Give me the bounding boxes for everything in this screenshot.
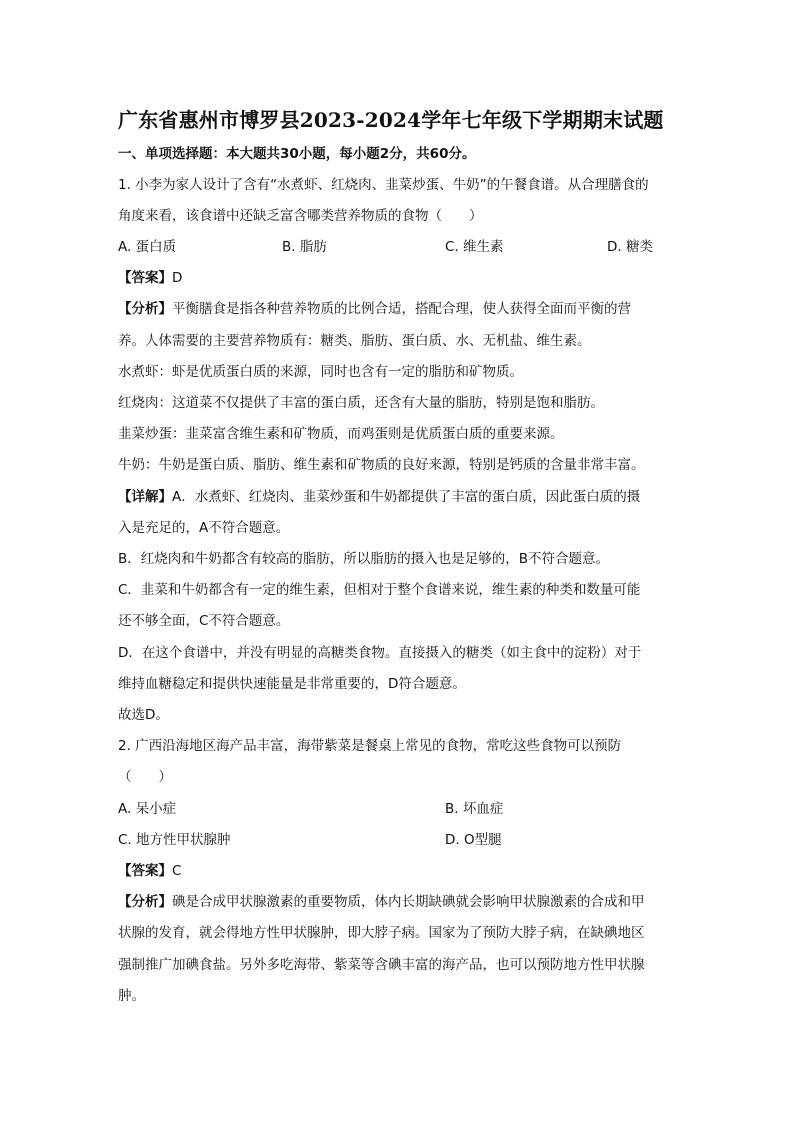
q2-analysis-line-4: 肿。: [118, 988, 145, 1004]
q2-option-b: B. 坏血症: [445, 801, 504, 817]
answer-value: D: [172, 270, 183, 286]
detail-tag: 【详解】: [118, 489, 172, 505]
q2-answer: [118, 862, 181, 880]
q1-detail-line-4: C．韭菜和牛奶都含有一定的维生素，但相对于整个食谱来说，维生素的种类和数量可能: [118, 582, 641, 598]
q1-stem-line-1: 1. 小李为家人设计了含有“水煮虾、红烧肉、韭菜炒蛋、牛奶”的午餐食谱。从合理膳食的: [118, 177, 649, 193]
q1-detail-line-7: 维持血糖稳定和提供快速能量是非常重要的，D符合题意。: [118, 676, 466, 692]
q1-analysis-line-2: 养。人体需要的主要营养物质有：糖类、脂肪、蛋白质、水、无机盐、维生素。: [118, 333, 591, 349]
q1-option-b: B. 脂肪: [282, 239, 327, 255]
q2-analysis-line-2: 状腺的发育，就会得地方性甲状腺肿，即大脖子病。国家为了预防大脖子病，在缺碘地区: [118, 925, 645, 941]
q2-stem-line-2: （ ）: [118, 769, 172, 785]
q1-answer: [118, 269, 182, 287]
answer-value: C: [172, 863, 182, 879]
q1-conclusion: 故选D。: [118, 707, 169, 723]
q1-option-a: A. 蛋白质: [118, 239, 177, 255]
answer-tag: 【答案】: [118, 863, 172, 879]
q2-analysis-line-1: [118, 893, 645, 911]
q1-analysis-line-6: 牛奶：牛奶是蛋白质、脂肪、维生素和矿物质的良好来源，特别是钙质的含量非常丰富。: [118, 457, 645, 473]
q1-detail-line-6: D．在这个食谱中，并没有明显的高糖类食物。直接摄入的糖类（如主食中的淀粉）对于: [118, 645, 642, 661]
section-heading: 一、单项选择题：本大题共30小题，每小题2分，共60分。: [118, 146, 476, 162]
q2-option-a: A. 呆小症: [118, 801, 177, 817]
analysis-tag: 【分析】: [118, 301, 172, 317]
answer-tag: 【答案】: [118, 270, 172, 286]
q1-option-c: C. 维生素: [445, 239, 504, 255]
q2-option-d: D. O型腿: [445, 832, 502, 848]
detail-text: A．水煮虾、红烧肉、韭菜炒蛋和牛奶都提供了丰富的蛋白质，因此蛋白质的摄: [172, 489, 641, 505]
q1-stem-line-2: 角度来看，该食谱中还缺乏富含哪类营养物质的食物（ ）: [118, 208, 483, 224]
analysis-tag: 【分析】: [118, 894, 172, 910]
q2-stem-line-1: 2. 广西沿海地区海产品丰富，海带紫菜是餐桌上常见的食物，常吃这些食物可以预防: [118, 738, 622, 754]
q1-analysis-line-3: 水煮虾：虾是优质蛋白质的来源，同时也含有一定的脂肪和矿物质。: [118, 364, 523, 380]
q1-analysis-line-4: 红烧肉：这道菜不仅提供了丰富的蛋白质，还含有大量的脂肪，特别是饱和脂肪。: [118, 395, 604, 411]
q1-option-d: D. 糖类: [607, 239, 653, 255]
analysis-text: 平衡膳食是指各种营养物质的比例合适，搭配合理，使人获得全面而平衡的营: [172, 301, 631, 317]
page-title: 广东省惠州市博罗县2023-2024学年七年级下学期期末试题: [118, 108, 664, 132]
q1-detail-line-1: [118, 488, 640, 506]
q1-analysis-line-1: [118, 300, 631, 318]
q1-detail-line-5: 还不够全面，C不符合题意。: [118, 613, 290, 629]
q1-analysis-line-5: 韭菜炒蛋：韭菜富含维生素和矿物质，而鸡蛋则是优质蛋白质的重要来源。: [118, 426, 564, 442]
q1-detail-line-3: B．红烧肉和牛奶都含有较高的脂肪，所以脂肪的摄入也是足够的，B不符合题意。: [118, 551, 610, 567]
q1-detail-line-2: 入是充足的，A不符合题意。: [118, 520, 290, 536]
q2-option-c: C. 地方性甲状腺肿: [118, 832, 231, 848]
q2-analysis-line-3: 强制推广加碘食盐。另外多吃海带、紫菜等含碘丰富的海产品，也可以预防地方性甲状腺: [118, 957, 645, 973]
analysis-text: 碘是合成甲状腺激素的重要物质，体内长期缺碘就会影响甲状腺激素的合成和甲: [172, 894, 645, 910]
